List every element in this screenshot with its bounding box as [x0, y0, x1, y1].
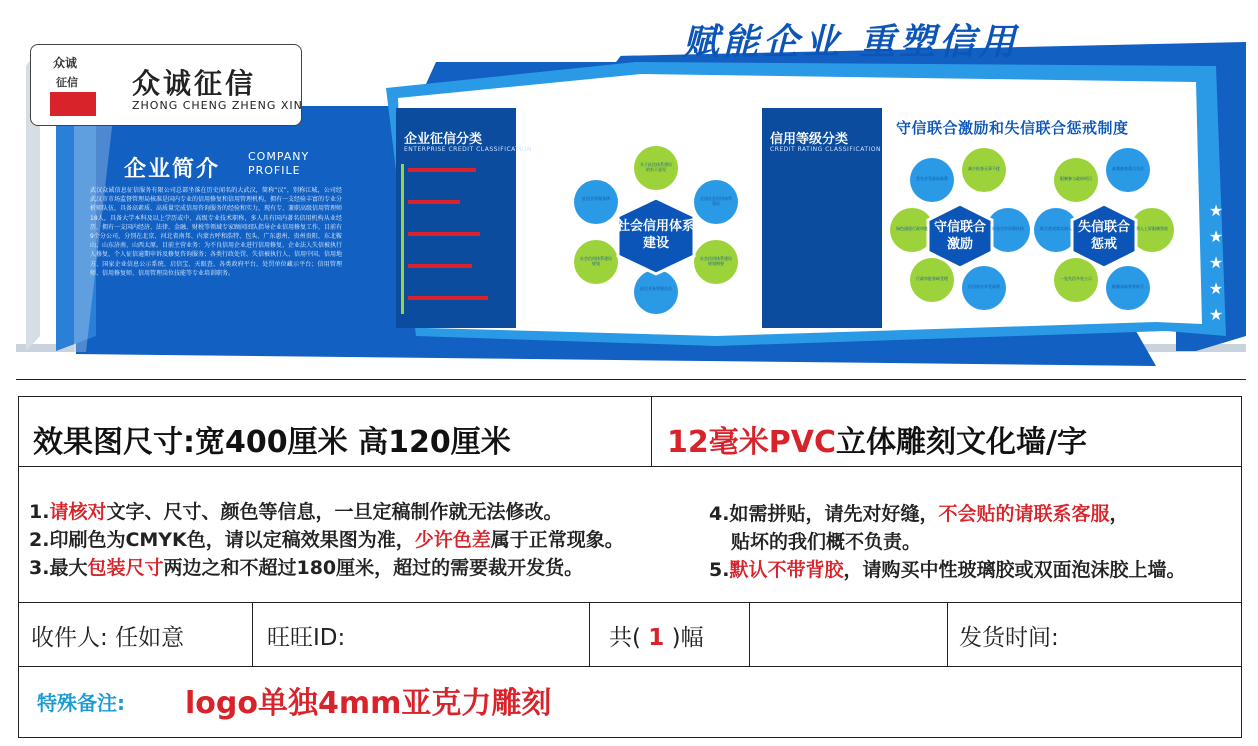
form-row-notes — [19, 467, 1241, 603]
count-prefix: 共( — [609, 625, 641, 651]
petal-6: 征信业务管理办法 — [640, 286, 672, 291]
wangwang-id-field[interactable] — [267, 619, 345, 652]
petal-5: 社会信用体系建设规划 — [580, 256, 612, 266]
remark-value[interactable]: logo单独4mm亚克力雕刻 — [185, 686, 552, 721]
size-info — [33, 417, 511, 461]
size-label: 效果图尺寸: — [33, 425, 195, 460]
material-info — [667, 417, 1087, 461]
note-text: 1. — [29, 501, 50, 523]
panel1-bar-3 — [408, 232, 480, 236]
note-highlight: 不会贴的请联系客服 — [938, 503, 1110, 525]
credit-rating-subtitle: CREDIT RATING CLASSIFICATION — [770, 146, 882, 153]
incentive-petal-4: 资金合作资源扶持 — [992, 226, 1024, 231]
star-icon: ★ — [1208, 201, 1224, 220]
logo-mark-bottom: 征信 — [56, 76, 78, 89]
petal-3: 征信业管理条例 — [582, 196, 610, 201]
divider — [947, 603, 948, 667]
material-rest: 立体雕刻文化墙/字 — [835, 425, 1087, 460]
logo-mark-top: 众诚 — [53, 56, 78, 70]
ship-time-field[interactable] — [959, 619, 1059, 652]
divider — [252, 603, 253, 667]
recipient-value: 任如意 — [115, 625, 185, 651]
note-2 — [29, 525, 624, 552]
star-icon: ★ — [1208, 279, 1224, 298]
ship-time-label: 发货时间: — [959, 625, 1059, 651]
intro-title-en-1: COMPANY — [248, 150, 310, 163]
count-field[interactable] — [609, 619, 704, 652]
note-3 — [29, 553, 583, 580]
petal-4: 社会信用体系建设规划纲要 — [700, 256, 732, 266]
note-4 — [709, 499, 1128, 526]
note-highlight: 包装尺寸 — [87, 557, 164, 579]
enterprise-credit-subtitle: ENTERPRISE CREDIT CLASSIFICATION — [404, 146, 532, 153]
form-row-size — [19, 397, 1241, 467]
material-red: 12毫米PVC — [667, 425, 836, 460]
panel1-bar-2 — [408, 200, 460, 204]
enterprise-credit-title: 企业征信分类 — [404, 132, 483, 147]
panel1-bar-5 — [408, 296, 488, 300]
note-text: ， — [1109, 503, 1129, 525]
note-text: 3.最大 — [29, 557, 88, 579]
recipient-field[interactable] — [31, 619, 184, 652]
note-4-cont: 贴坏的我们概不负责。 — [731, 531, 922, 553]
penalty-center: 失信联合惩戒 — [1077, 220, 1130, 252]
count-value: 1 — [648, 625, 665, 651]
wall-slogan: 赋能企业 重塑信用 — [682, 22, 1020, 63]
star-icon: ★ — [1208, 227, 1224, 246]
petal-1: 关于征信体系建设的若干意见 — [640, 162, 672, 172]
note-text: 两边之和不超过180厘米，超过的需要裁开发货。 — [163, 557, 584, 579]
credit-rating-title: 信用等级分类 — [770, 132, 849, 147]
note-text: 属于正常现象。 — [490, 529, 624, 551]
logo-name-en: ZHONG CHENG ZHENG XIN — [132, 99, 303, 112]
penalty-petal-5: 一处失信多处公示 — [1060, 276, 1092, 281]
note-text: ，请购买中性玻璃胶或双面泡沫胶上墙。 — [843, 559, 1186, 581]
note-text: 5. — [709, 559, 730, 581]
wangwang-label: 旺旺ID: — [267, 625, 346, 651]
incentive-petal-2: 减少检查无事不扰 — [968, 166, 1000, 171]
note-1 — [29, 497, 562, 524]
incentive-petal-6: 信用加分享受福利 — [968, 284, 1000, 289]
panel1-bar-1 — [408, 168, 476, 172]
intro-title: 企业简介 — [124, 157, 221, 182]
incentive-petal-5: 行政审批容缺受理 — [916, 276, 948, 281]
note-text: 文字、尺寸、颜色等信息，一旦定稿制作就无法修改。 — [106, 501, 563, 523]
remark-label: 特殊备注: — [37, 691, 125, 715]
note-highlight: 少许色差 — [414, 529, 491, 551]
panel1-green-stripe — [401, 164, 404, 314]
logo-name-cn: 众诚征信 — [132, 67, 257, 100]
star-icon: ★ — [1208, 253, 1224, 272]
note-highlight: 请核对 — [49, 501, 107, 523]
incentive-petal-3: 绿色通道行政审批 — [896, 226, 928, 231]
penalty-petal-3: 联合惩戒落实到人 — [1040, 226, 1072, 231]
penalty-petal-2: 高频抽查重点关注 — [1112, 166, 1144, 171]
divider — [749, 603, 750, 667]
culture-wall-render — [16, 6, 1246, 380]
note-text: 2.印刷色为CMYK色，请以定稿效果图为准， — [29, 529, 415, 551]
penalty-petal-6: 限制获取荣誉称号 — [1112, 284, 1144, 289]
star-column — [1204, 198, 1228, 328]
divider — [589, 603, 590, 667]
petal-2: 全国社会信用体系建设 — [700, 196, 732, 206]
incentive-center: 守信联合激励 — [933, 220, 986, 252]
incentive-penalty-title: 守信联合激励和失信联合惩戒制度 — [896, 119, 1129, 137]
order-form — [18, 396, 1242, 738]
note-highlight: 默认不带背胶 — [729, 559, 844, 581]
logo-mark-icon — [50, 52, 98, 118]
star-icon: ★ — [1208, 305, 1224, 324]
flower-social-credit-center: 社会信用体系建设 — [616, 219, 695, 251]
count-suffix: )幅 — [671, 625, 704, 651]
note-text: 4.如需拼贴，请先对好缝， — [709, 503, 939, 525]
intro-title-en-2: PROFILE — [248, 164, 301, 177]
intro-body: 武汉众诚信息征信服务有限公司总部坐落在历史闻名的大武汉，简称“汉”，别称江城，公司经武汉市市场监督管理局核准是国内专业的信用修复和信用管理机构，拥有一支经验丰富的专业分析师队伍，具备高素质、高质量完成信用咨询服务的经验和实力，现有专、兼职高级信用管理师18人，具备大学本科及以上学历或中、高级专业技术职称，多人具有国内著名信用机构从业经历，拥有一支国内经济、法律、金融、财税等领域专家顾问团队指导企业信用修复工作，目前有9个分公司，分别在北京、河北省南邦、内蒙古呼和浩特、包头、广东惠州、贵州贵阳、东北鞍山、山东济南、山西太原。目前主营业务：为不良信用企业进行信用修复、企业法人失信被执行人修复、个人征信逾期申诉及修复咨询服务；各类行政处罚、失信被执行人、信用中国、信用地方、国家企业信息公示系统、启信宝、天眼查、各类政府平台、处罚单位藏示平台；信用管理师、信用修复师、信用管理岗位技能等专业培训职务。 — [90, 187, 343, 277]
penalty-petal-4: 列入上诉限制贷款 — [1136, 226, 1168, 231]
recipient-label: 收件人: — [31, 625, 108, 651]
logo-mark-red-block — [50, 92, 96, 116]
note-5 — [709, 555, 1185, 582]
divider — [651, 397, 652, 467]
incentive-petal-1: 优先享受政府政策 — [916, 176, 948, 181]
size-value: 宽400厘米 高120厘米 — [195, 425, 511, 460]
panel1-bar-4 — [408, 264, 472, 268]
penalty-petal-1: 限制参与政府项目 — [1060, 176, 1092, 181]
